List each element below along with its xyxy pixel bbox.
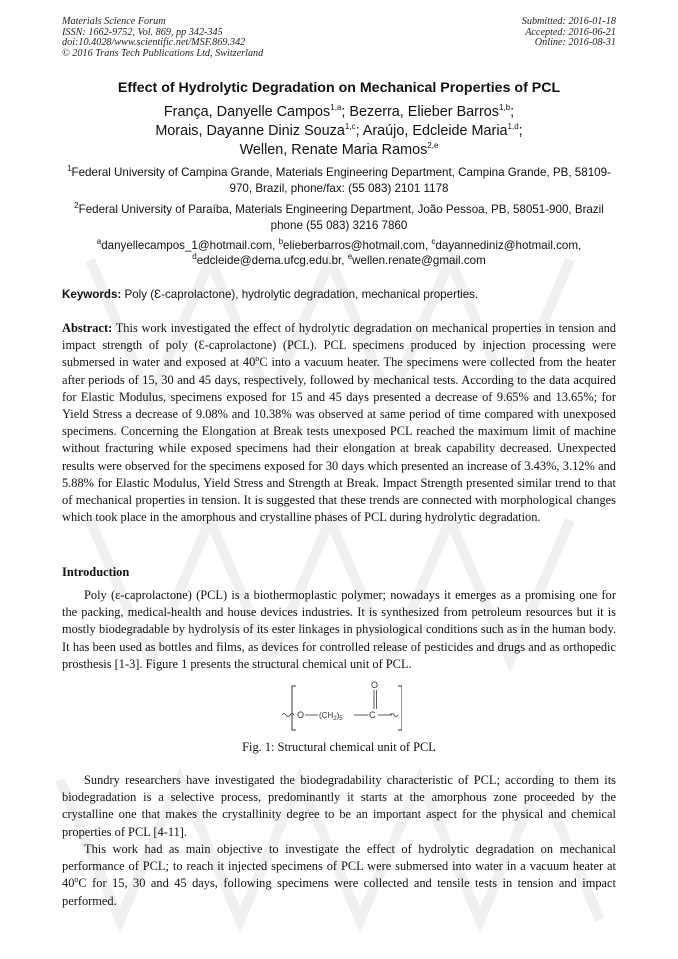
journal-info xyxy=(62,17,263,59)
author-emails: $^a$danyellecampos_1@hotmail.com, $^b$elieberbarros@hotmail.com, $^c$dayannediniz@hotmail.com, $^d$edcleide@dema.ufcg.edu.br, $^e$wellen.renate@gmail.com xyxy=(96,237,582,267)
author-sup: 2,e xyxy=(427,141,439,151)
author-line-1: França, Danyelle Campos$^{1,a}$; Bezerra, Elieber Barros$^{1,b}$; xyxy=(163,103,515,120)
keywords-text: Poly (Ɛ-caprolactone), hydrolytic degradation, mechanical properties. xyxy=(121,288,479,301)
affiliation-1 xyxy=(62,165,616,197)
figure-caption: Fig. 1: Structural chemical unit of PCL xyxy=(242,740,436,754)
keywords-label: Keywords: xyxy=(62,288,122,301)
intro-paragraph-1: Poly (ε-caprolactone) (PCL) is a biothermoplastic polymer; nowadays it emerges as a promising one for the packing, medical-health and house devices industries. It is synthesized from petroleum resources but it is mostly biodegradable by hydrolysis of its ester linkages in physiological conditions such as in the human body. It has been used as bottles and films, as devices for controlled release of pesticides and drugs and as orthopedic prosthesis [1-3]. Figure 1 presents the structural chemical unit of PCL. xyxy=(62,588,616,671)
author-list xyxy=(0,103,678,160)
author-sup: 1,a xyxy=(330,103,342,113)
journal-issn: ISSN: 1662-9752, Vol. 869, pp 342-345 xyxy=(62,26,223,38)
bracket-left xyxy=(292,686,296,730)
author-sup: 1,d xyxy=(507,122,519,132)
keywords xyxy=(62,288,616,301)
affiliation-2 xyxy=(62,202,616,234)
email-link[interactable]: dayannediniz@hotmail.com, xyxy=(435,239,582,252)
journal-name: Materials Science Forum xyxy=(62,16,166,27)
submitted-date: Submitted: 2016-01-18 xyxy=(521,16,616,27)
author-name: Araújo, Edcleide Maria xyxy=(362,123,508,139)
affiliation-sup: 1 xyxy=(67,164,72,174)
email-link[interactable]: danyellecampos_1@hotmail.com, xyxy=(101,239,279,252)
journal-doi: doi:10.4028/www.scientific.net/MSF.869.342 xyxy=(62,37,246,49)
author-sup: 1,b xyxy=(498,103,511,113)
affiliation-text: Federal University of Campina Grande, Materials Engineering Department, Campina Grande, PB, 58109-970, Brazil, phone/fax: (55 083) 2101 1178 xyxy=(71,166,611,195)
author-line-2: Morais, Dayanne Diniz Souza$^{1,c}$; Araújo, Edcleide Maria$^{1,d}$; xyxy=(155,122,523,139)
abstract-label: Abstract: xyxy=(62,321,113,335)
author-name: França, Danyelle Campos xyxy=(163,104,331,120)
intro-paragraph-2: Sundry researchers have investigated the biodegradability characteristic of PCL; according to them its biodegradation is a selective process, predominantly it starts at the amorphous zone proceeded by the crystalline one that makes the crystallinity degree to be an important aspect for the physical and chemical properties of PCL [4-11]. xyxy=(62,773,616,839)
email-link[interactable]: elieberbarros@hotmail.com, xyxy=(283,239,432,252)
intro-paragraph-3: This work had as main objective to investigate the effect of hydrolytic degradation on mechanical performance of PCL; to reach it injected specimens of PCL were submersed into water in a vacuum heater at 40$^o$C for 15, 30 and 45 days, following specimens were collected and tensile tests in tension and impact performed. xyxy=(62,842,616,908)
oxygen-left: O xyxy=(297,710,305,720)
online-date: Online: 2016-08-31 xyxy=(534,37,616,49)
submission-dates xyxy=(522,17,616,49)
bracket-right xyxy=(398,686,402,730)
pcl-structure-diagram xyxy=(282,678,402,738)
author-line-3 xyxy=(0,141,678,160)
abstract: Abstract: This work investigated the effect of hydrolytic degradation on mechanical properties in tension and impact strength of poly (Ɛ-caprolactone) (PCL). PCL specimens produced by injection processing were submersed in water and exposed at 40$^o$C into a vacuum heater. The specimens were collected from the heater after periods of 15, 30 and 45 days, respectively, followed by mechanical tests. According to the data acquired for Elastic Modulus, specimens exposed for 15 and 45 days presented a decrease of 9.65% and 13.65%; for Yield Stress a decrease of 9.08% and 10.38% was observed at same period of time compared with unexposed specimens. Concerning the Elongation at Break tests unexposed PCL reached the maximum limit of machine without fracturing while exposed specimens had their elongation at break capability decreased. Unexpected results were observed for the specimens exposed for 30 days which presented an increase of 3.43%, 3.12% and 5.88% for Elastic Modulus, Yield Stress and Strength at Break. Impact Strength presented similar trend to that of mechanical properties in tension. It is suggested that these trends are connected with morphological changes which took place in the amorphous and crystalline phases of PCL during hydrolytic degradation. xyxy=(62,321,616,525)
author-sup: 1,c xyxy=(344,122,356,132)
journal-copyright: © 2016 Trans Tech Publications Ltd, Switzerland xyxy=(62,47,264,59)
email-link[interactable]: wellen.renate@gmail.com xyxy=(352,254,486,267)
author-name: Bezerra, Elieber Barros xyxy=(349,104,499,120)
affiliation-sup: 2 xyxy=(74,201,79,211)
affiliation-text: Federal University of Paraíba, Materials Engineering Department, João Pessoa, PB, 58051-900, Brazil phone (55 083) 3216 7860 xyxy=(78,203,604,232)
section-heading-introduction: Introduction xyxy=(62,565,130,579)
author-name: Wellen, Renate Maria Ramos xyxy=(239,142,428,158)
carbon-atom: C xyxy=(369,710,376,720)
author-name: Morais, Dayanne Diniz Souza xyxy=(155,123,345,139)
accepted-date: Accepted: 2016-06-21 xyxy=(525,26,616,38)
oxygen-top: O xyxy=(371,680,379,690)
paper-title: Effect of Hydrolytic Degradation on Mechanical Properties of PCL xyxy=(117,80,561,96)
ch2-group: $(CH_2)_5$ xyxy=(319,711,343,722)
email-link[interactable]: edcleide@dema.ufcg.edu.br, xyxy=(196,254,348,267)
